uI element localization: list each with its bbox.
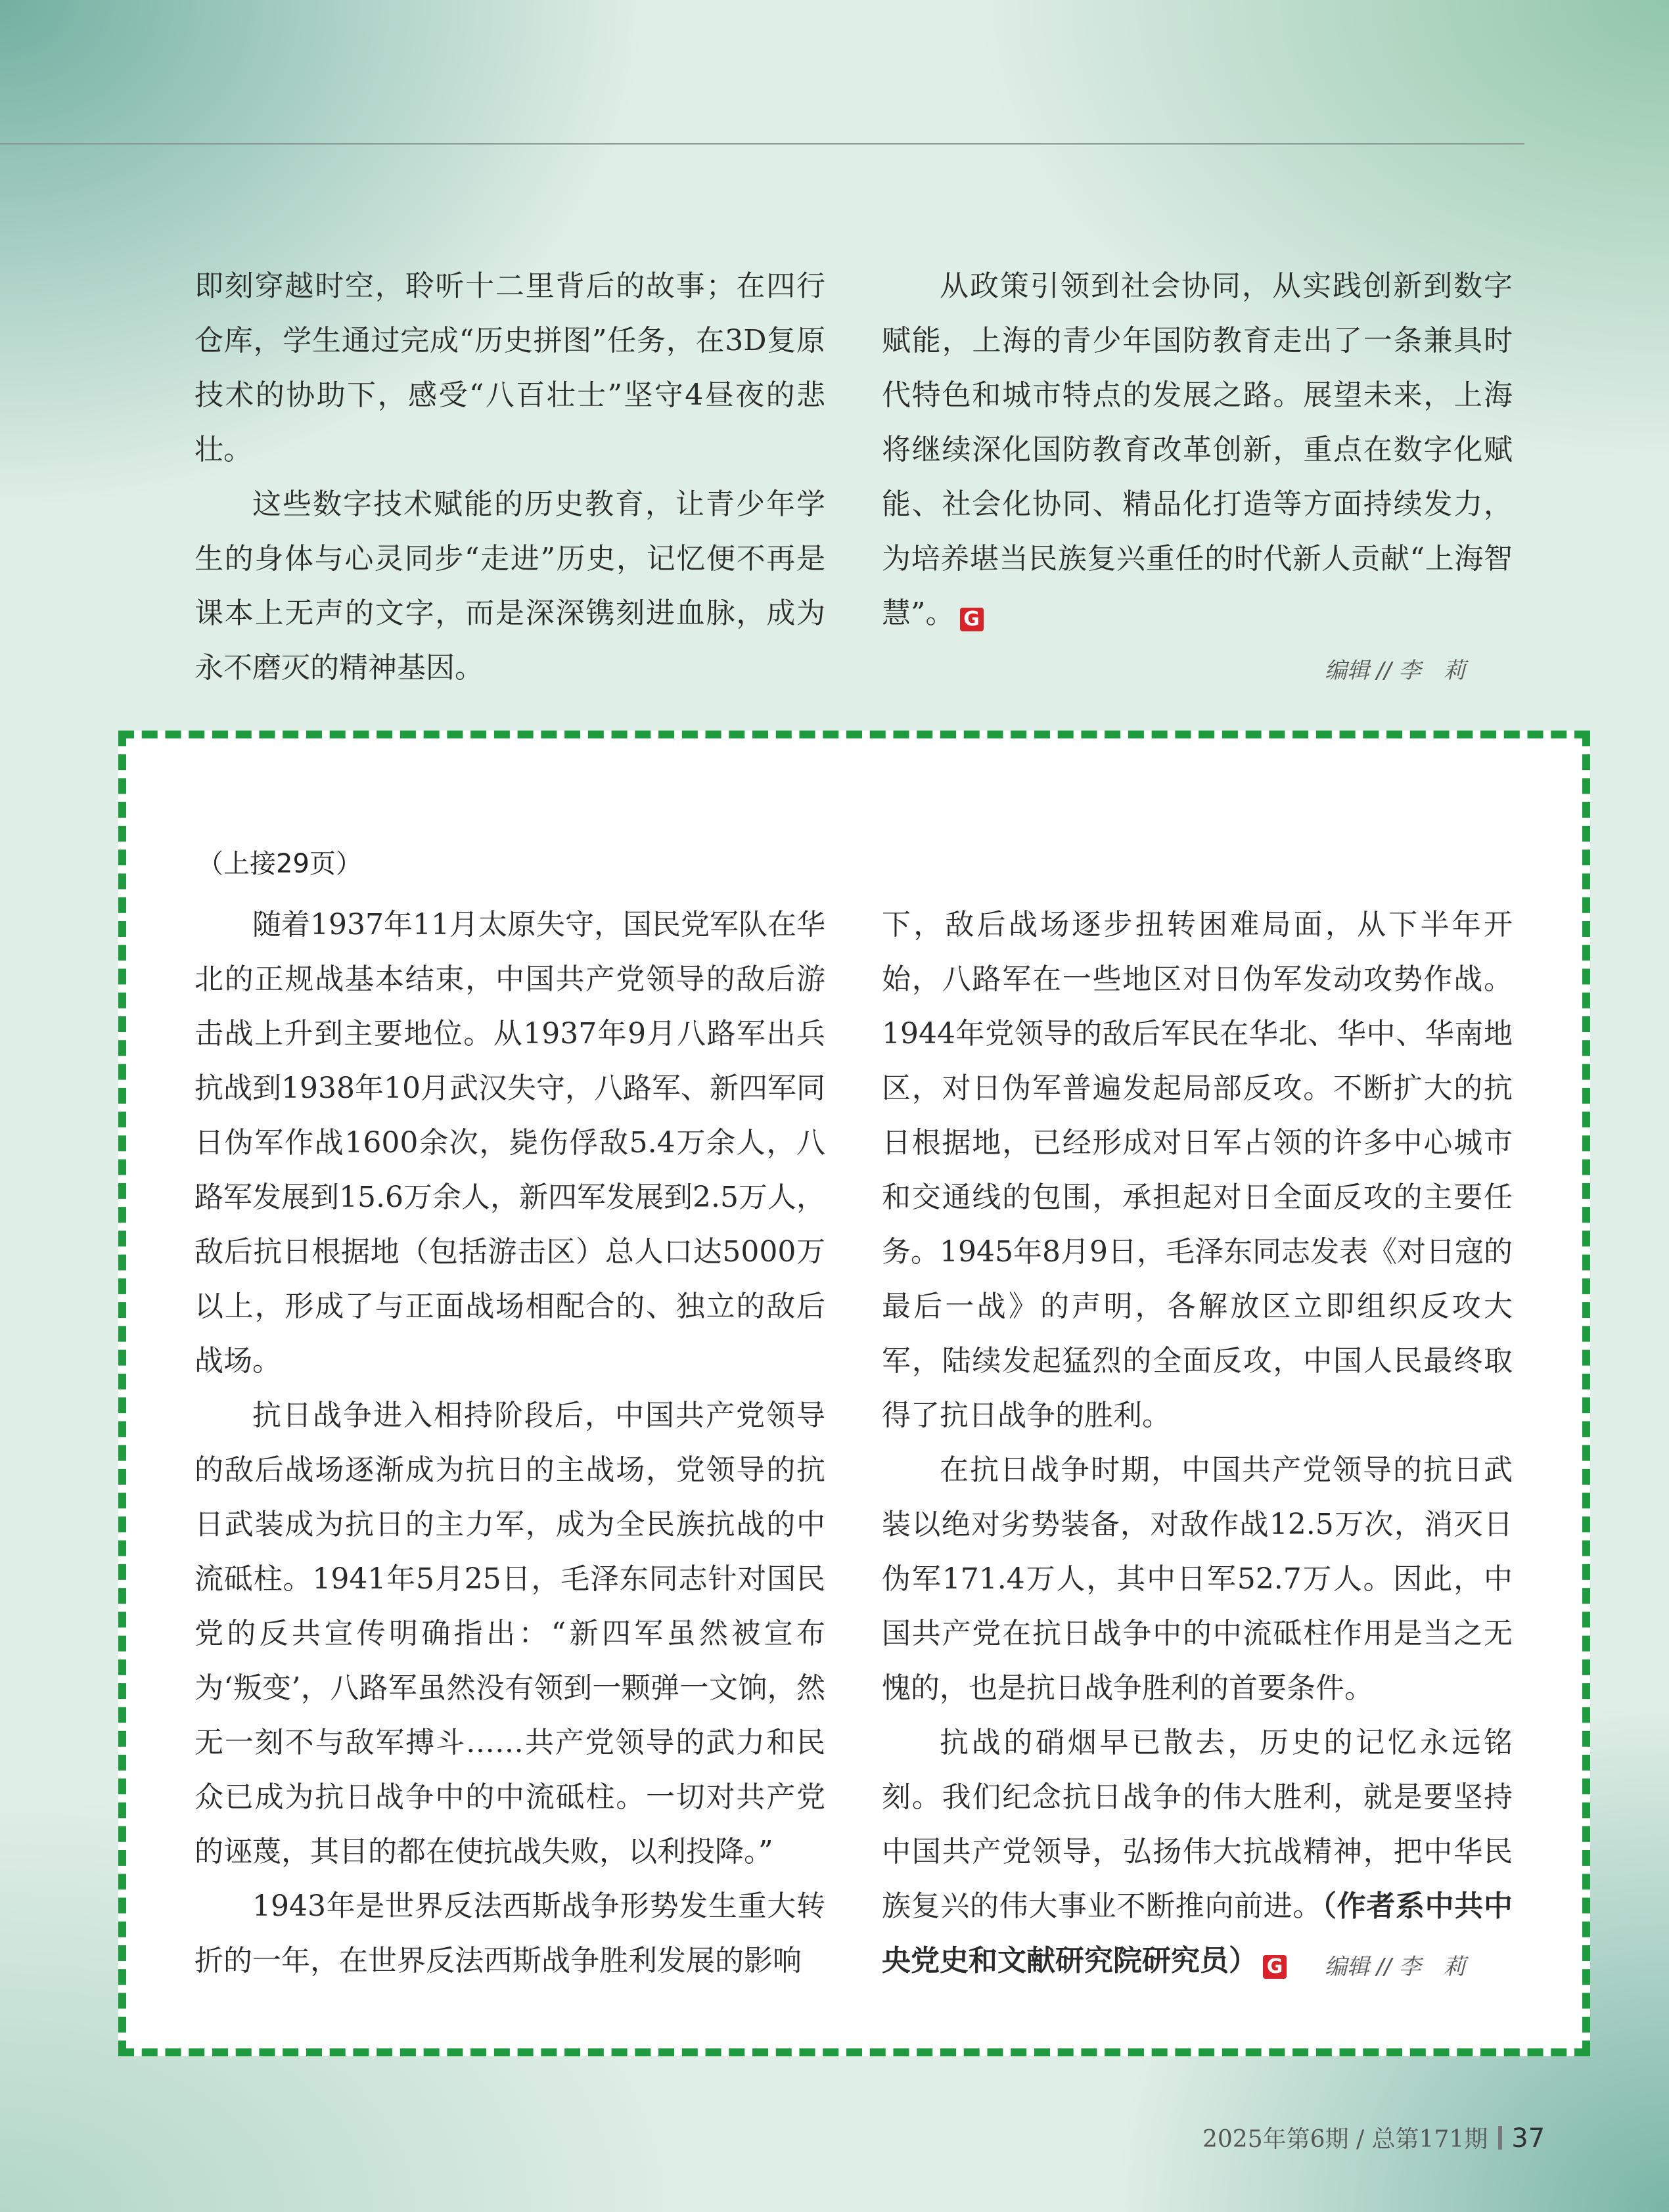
- top-right-column: [882, 259, 1513, 641]
- editor-credit: 编辑 // 李 莉: [1325, 1954, 1466, 1980]
- box-right-column: [882, 897, 1513, 1988]
- page-footer: [1202, 2121, 1545, 2154]
- continued-from-label: （上接29页）: [197, 849, 362, 879]
- paragraph: [882, 259, 1513, 641]
- paragraph-text: 从政策引领到社会协同，从实践创新到数字赋能，上海的青少年国防教育走出了一条兼具时代特色和城市特点的发展之路。展望未来，上海将继续深化国防教育改革创新，重点在数字化赋能、社会化协同、精品化打造等方面持续发力，为培养堪当民族复兴重任的时代新人贡献“上海智慧”。: [882, 269, 1513, 630]
- paragraph: 即刻穿越时空，聆听十二里背后的故事；在四行仓库，学生通过完成“历史拼图”任务，在3D复原技术的协助下，感受“八百壮士”坚守4昼夜的悲壮。: [194, 269, 825, 466]
- end-mark-icon: G: [1263, 1955, 1287, 1979]
- end-mark-icon: G: [960, 608, 984, 631]
- box-left-column: [194, 897, 825, 1988]
- paragraph: 下，敌后战场逐步扭转困难局面，从下半年开始，八路军在一些地区对日伪军发动攻势作战。1944年党领导的敌后军民在华北、华中、华南地区，对日伪军普遍发起局部反攻。不断扩大的抗日根据地，已经形成对日军占领的许多中心城市和交通线的包围，承担起对日全面反攻的主要任务。1945年8月9日，毛泽东同志发表《对日寇的最后一战》的声明，各解放区立即组织反攻大军，陆续发起猛烈的全面反攻，中国人民最终取得了抗日战争的胜利。: [882, 908, 1513, 1432]
- header-divider: [0, 143, 1524, 145]
- footer-separator: [1498, 2126, 1502, 2150]
- paragraph: 这些数字技术赋能的历史教育，让青少年学生的身体与心灵同步“走进”历史，记忆便不再是课本上无声的文字，而是深深镌刻进血脉，成为永不磨灭的精神基因。: [194, 487, 825, 685]
- paragraph: 在抗日战争时期，中国共产党领导的抗日武装以绝对劣势装备，对敌作战12.5万次，消灭日伪军171.4万人，其中日军52.7万人。因此，中国共产党在抗日战争中的中流砥柱作用是当之无愧的，也是抗日战争胜利的首要条件。: [882, 1453, 1513, 1705]
- editor-credit: 编辑 // 李 莉: [1325, 658, 1466, 684]
- top-left-column: [194, 259, 825, 695]
- page-number: 37: [1511, 2123, 1545, 2154]
- paragraph: [882, 1715, 1513, 1988]
- issue-info: 2025年第6期 / 总第171期: [1202, 2126, 1488, 2153]
- paragraph: 随着1937年11月太原失守，国民党军队在华北的正规战基本结束，中国共产党领导的敌后游击战上升到主要地位。从1937年9月八路军出兵抗战到1938年10月武汉失守，八路军、新四军同日伪军作战1600余次，毙伤俘敌5.4万余人，八路军发展到15.6万余人，新四军发展到2.5万人，敌后抗日根据地（包括游击区）总人口达5000万以上，形成了与正面战场相配合的、独立的敌后战场。: [194, 908, 825, 1378]
- author-note: （作者系中共中央党史和文献研究院研究员）: [882, 1889, 1513, 1977]
- paragraph: 1943年是世界反法西斯战争形势发生重大转折的一年，在世界反法西斯战争胜利发展的影响: [194, 1889, 825, 1977]
- paragraph: 抗日战争进入相持阶段后，中国共产党领导的敌后战场逐渐成为抗日的主战场，党领导的抗日武装成为抗日的主力军，成为全民族抗战的中流砥柱。1941年5月25日，毛泽东同志针对国民党的反共宣传明确指出：“新四军虽然被宣布为‘叛变’，八路军虽然没有领到一颗弹一文饷，然无一刻不与敌军搏斗……共产党领导的武力和民众已成为抗日战争中的中流砥柱。一切对共产党的诬蔑，其目的都在使抗战失败，以利投降。”: [194, 1399, 825, 1868]
- paragraph-text: 抗战的硝烟早已散去，历史的记忆永远铭刻。我们纪念抗日战争的伟大胜利，就是要坚持中国共产党领导，弘扬伟大抗战精神，把中华民族复兴的伟大事业不断推向前进。: [882, 1726, 1513, 1923]
